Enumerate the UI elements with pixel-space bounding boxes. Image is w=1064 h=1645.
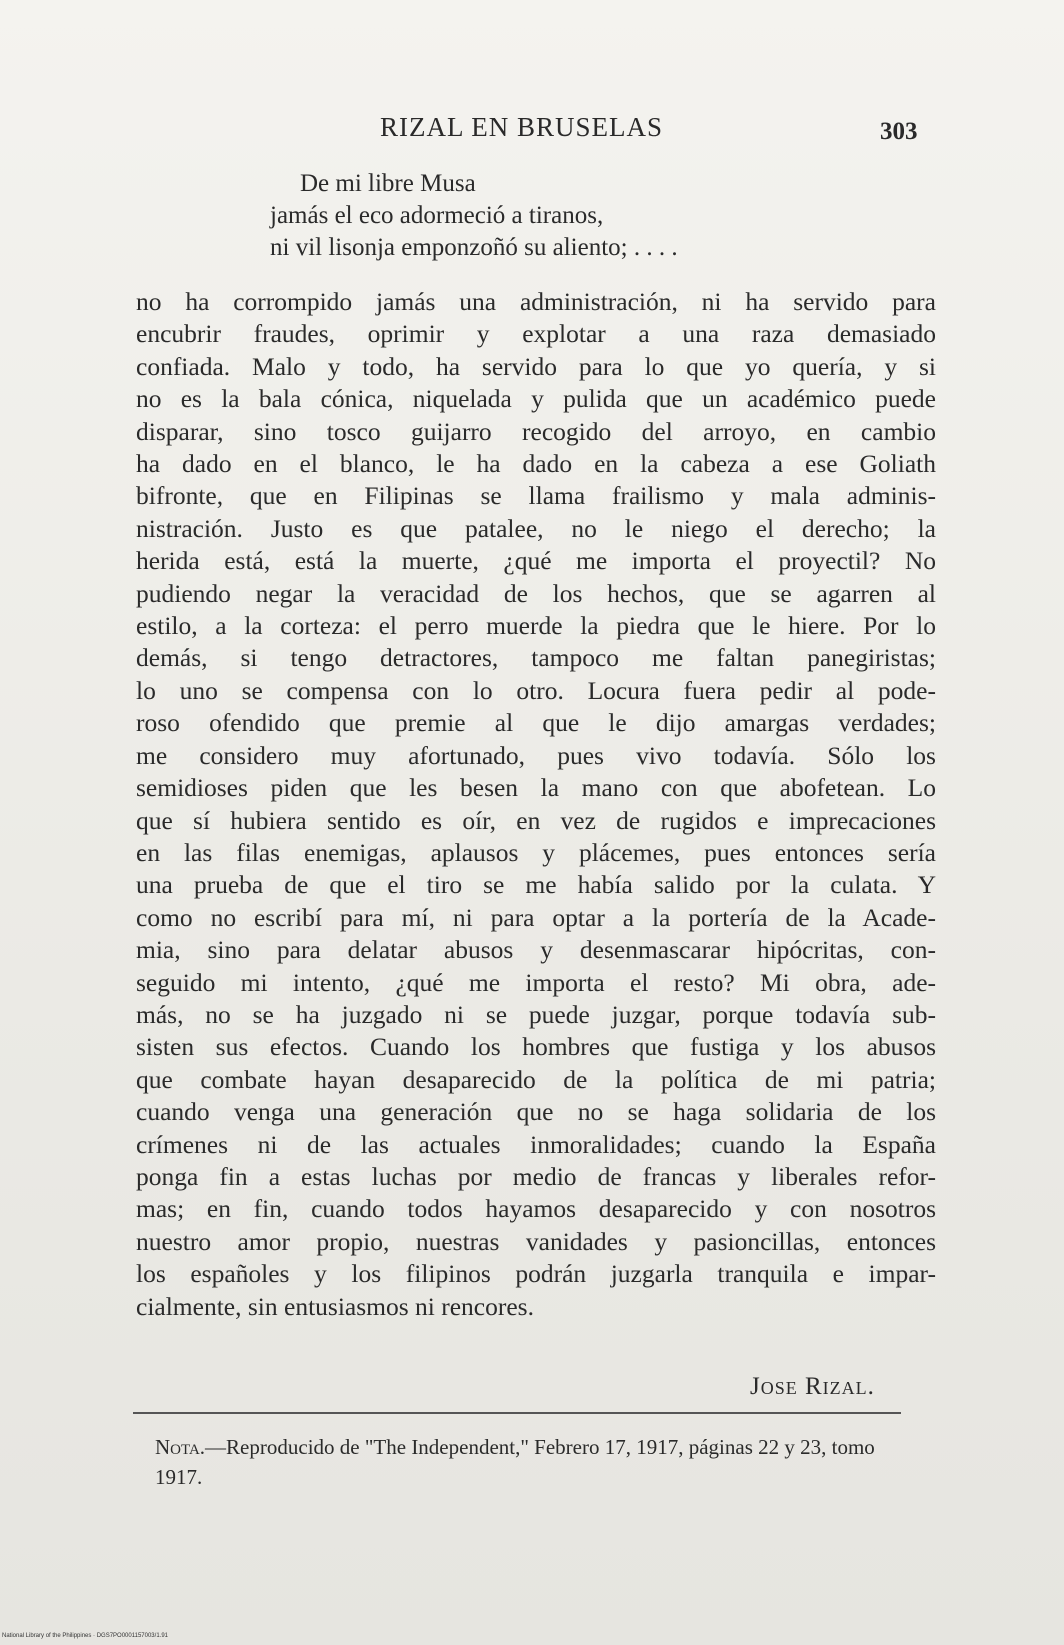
text-line: no es la bala cónica, niquelada y pulida que un académico puede (136, 384, 936, 414)
text-line: más, no se ha juzgado ni se puede juzgar, porque todavía sub- (136, 999, 936, 1029)
text-line: ponga fin a estas luchas por medio de francas y liberales refor- (136, 1161, 936, 1191)
footnote-divider (133, 1412, 901, 1414)
text-line: seguido mi intento, ¿qué me importa el resto? Mi obra, ade- (136, 967, 936, 997)
footnote-text: —Reproducido de "The Independent," Febrero 17, 1917, páginas 22 y 23, tomo 1917. (155, 1435, 875, 1489)
text-line: nistración. Justo es que patalee, no le niego el derecho; la (136, 513, 936, 543)
text-line: disparar, sino tosco guijarro recogido del arroyo, en cambio (136, 416, 936, 446)
text-line: herida está, está la muerte, ¿qué me importa el proyectil? No (136, 546, 936, 576)
text-line: estilo, a la corteza: el perro muerde la piedra que le hiere. Por lo (136, 611, 936, 641)
text-line: confiada. Malo y todo, ha servido para lo que yo quería, y si (136, 351, 936, 381)
text-line: bifronte, que en Filipinas se llama frailismo y mala adminis- (136, 481, 936, 511)
text-line: encubrir fraudes, oprimir y explotar a una raza demasiado (136, 319, 936, 349)
text-line: cuando venga una generación que no se haga solidaria de los (136, 1097, 936, 1127)
text-line: que combate hayan desaparecido de la política de mi patria; (136, 1064, 936, 1094)
running-head: RIZAL EN BRUSELAS (380, 112, 664, 142)
body-paragraph (136, 286, 936, 1323)
text-line: demás, si tengo detractores, tampoco me faltan panegiristas; (136, 643, 936, 673)
signature: Jose Rizal. (750, 1373, 875, 1400)
footnote-label: Nota. (155, 1435, 206, 1459)
text-line: mia, sino para delatar abusos y desenmascarar hipócritas, con- (136, 935, 936, 965)
text-line: cialmente, sin entusiasmos ni rencores. (136, 1291, 534, 1321)
text-line: los españoles y los filipinos podrán juzgarla tranquila e impar- (136, 1259, 936, 1289)
scan-footer: National Library of the Philippines · DGS7PO0001157003/1.91 (2, 1633, 168, 1639)
footnote (155, 1432, 895, 1492)
text-line: que sí hubiera sentido es oír, en vez de rugidos e imprecaciones (136, 805, 936, 835)
text-line: sisten sus efectos. Cuando los hombres que fustiga y los abusos (136, 1032, 936, 1062)
text-line: mas; en fin, cuando todos hayamos desaparecido y con nosotros (136, 1194, 936, 1224)
text-line: roso ofendido que premie al que le dijo amargas verdades; (136, 708, 936, 738)
text-line: no ha corrompido jamás una administración, ni ha servido para (136, 287, 936, 316)
text-line: en las filas enemigas, aplausos y plácemes, pues entonces sería (136, 837, 936, 867)
verse-line: jamás el eco adormeció a tiranos, (270, 202, 604, 229)
text-line: crímenes ni de las actuales inmoralidades; cuando la España (136, 1129, 936, 1159)
text-line: semidioses piden que les besen la mano con que abofetean. Lo (136, 773, 936, 803)
text-line: pudiendo negar la veracidad de los hechos, que se agarren al (136, 578, 936, 608)
text-line: nuestro amor propio, nuestras vanidades y pasioncillas, entonces (136, 1226, 936, 1256)
verse-line: ni vil lisonja emponzoñó su aliento; . . . . (270, 234, 678, 261)
text-line: ha dado en el blanco, le ha dado en la cabeza a ese Goliath (136, 449, 936, 479)
page-number: 303 (880, 118, 918, 145)
verse-line: De mi libre Musa (300, 170, 476, 197)
verse-quote (265, 168, 678, 264)
text-line: me considero muy afortunado, pues vivo todavía. Sólo los (136, 740, 936, 770)
text-line: como no escribí para mí, ni para optar a la portería de la Acade- (136, 902, 936, 932)
text-line: una prueba de que el tiro se me había salido por la culata. Y (136, 870, 936, 900)
text-line: lo uno se compensa con lo otro. Locura fuera pedir al pode- (136, 675, 936, 705)
